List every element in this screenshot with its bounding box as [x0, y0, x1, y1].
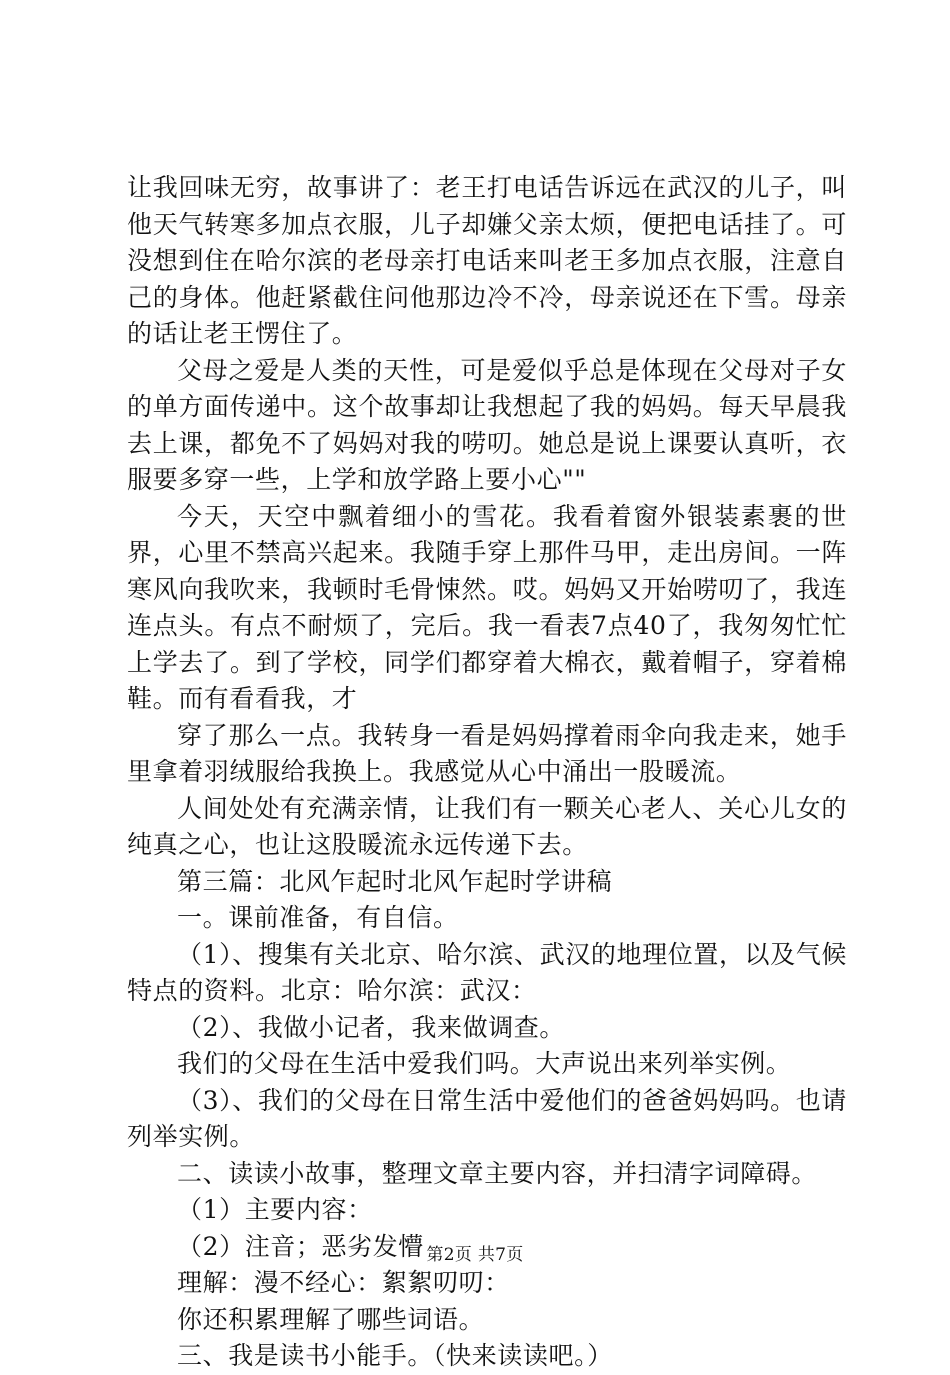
paragraph-4: 穿了那么一点。我转身一看是妈妈撑着雨伞向我走来，她手里拿着羽绒服给我换上。我感觉从心中涌出一股暖流。: [127, 720, 847, 786]
list-item-pronunciation: （2）注音；恶劣发懵: [177, 1231, 424, 1261]
list-item-1: （1）、搜集有关北京、哈尔滨、武汉的地理位置，以及气候特点的资料。北京：哈尔滨：武汉：: [127, 939, 847, 1005]
page-footer: 第2页 共7页: [426, 1245, 524, 1265]
list-item-understanding: 理解：漫不经心：絮絮叨叨：: [177, 1268, 510, 1297]
list-item-reading-skill: 三、我是读书小能手。（快来读读吧。）: [177, 1341, 613, 1370]
paragraph-3: 今天，天空中飘着细小的雪花。我看着窗外银装素裹的世界，心里不禁高兴起来。我随手穿上那件马甲，走出房间。一阵寒风向我吹来，我顿时毛骨悚然。哎。妈妈又开始唠叨了，我连连点头。有点不耐烦了，完后。我一看表7点40了，我匆匆忙忙上学去了。到了学校，同学们都穿着大棉衣，戴着帽子，穿着棉鞋。而有看看我，才: [127, 501, 847, 713]
section-heading: 第三篇：北风乍起时北风乍起时学讲稿: [177, 866, 613, 896]
list-item-3: （3）、我们的父母在日常生活中爱他们的爸爸妈妈吗。也请列举实例。: [127, 1085, 847, 1151]
list-item-reading: 二、读读小故事，整理文章主要内容，并扫清字词障碍。: [177, 1158, 818, 1188]
list-item-vocabulary: 你还积累理解了哪些词语。: [177, 1304, 485, 1334]
paragraph-1: 让我回味无穷，故事讲了：老王打电话告诉远在武汉的儿子，叫他天气转寒多加点衣服，儿子却嫌父亲太烦，便把电话挂了。可没想到住在哈尔滨的老母亲打电话来叫老王多加点衣服，注意自己的身体。他赶紧截住问他那边冷不冷，母亲说还在下雪。母亲的话让老王愣住了。: [127, 173, 847, 348]
paragraph-5: 人间处处有充满亲情，让我们有一颗关心老人、关心儿女的纯真之心，也让这股暖流永远传递下去。: [127, 793, 847, 859]
list-item-main-content: （1）主要内容：: [177, 1195, 373, 1224]
list-item-prep: 一。课前准备，有自信。: [177, 903, 459, 932]
list-item-2: （2）、我做小记者，我来做调查。: [177, 1012, 566, 1042]
document-body: [127, 170, 847, 1375]
paragraph-2: 父母之爱是人类的天性，可是爱似乎总是体现在父母对子女的单方面传递中。这个故事却让我想起了我的妈妈。每天早晨我去上课，都免不了妈妈对我的唠叨。她总是说上课要认真听，衣服要多穿一些，上学和放学路上要小心"": [127, 355, 847, 494]
list-item-2-detail: 我们的父母在生活中爱我们吗。大声说出来列举实例。: [177, 1049, 792, 1078]
